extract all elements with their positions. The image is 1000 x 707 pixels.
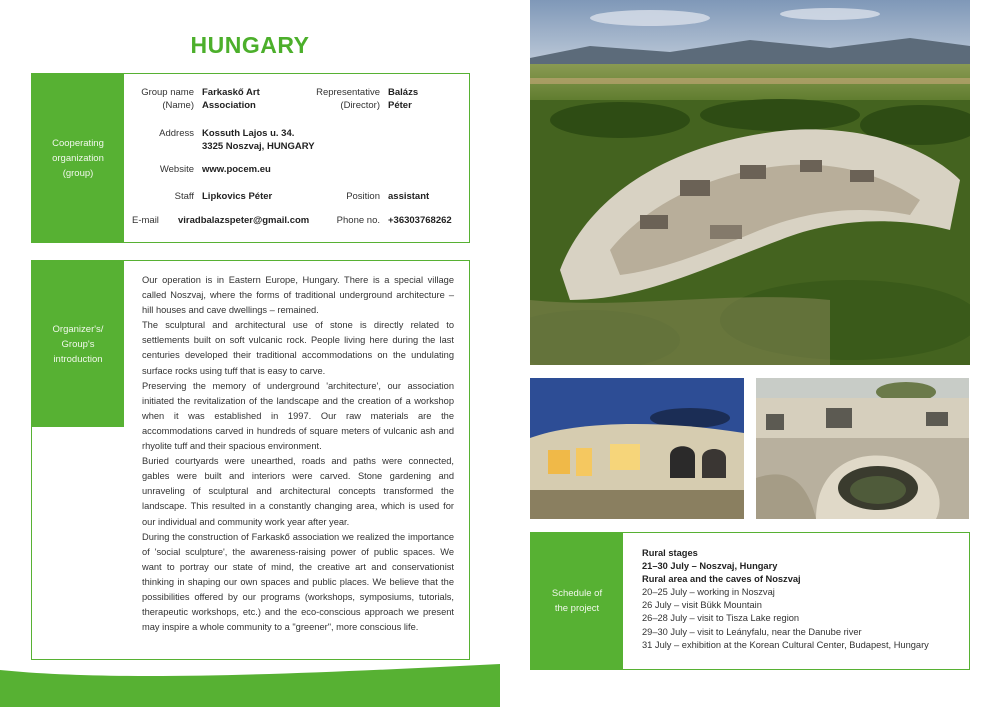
introduction-box bbox=[31, 260, 470, 660]
schedule-lines bbox=[642, 547, 962, 652]
carved-courtyard-photo bbox=[756, 378, 969, 519]
representative-value: Balázs Péter bbox=[388, 87, 419, 111]
introduction-section-label-text: Organizer's/ Group's introduction bbox=[52, 323, 104, 365]
group-name-label: Group name (Name) bbox=[141, 87, 194, 111]
staff-value: Lipkovics Péter bbox=[202, 191, 273, 202]
schedule-section-label-text: Schedule of the project bbox=[551, 588, 603, 614]
intro-paragraph: Our operation is in Eastern Europe, Hungary. There is a special village called Noszvaj, where the forms of traditional underground architecture – hill houses and cave dwellings – remained. bbox=[142, 275, 454, 316]
schedule-item: 29–30 July – visit to Leányfalu, near the Danube river bbox=[642, 626, 862, 637]
website-label: Website bbox=[159, 164, 194, 175]
email-label: E-mail bbox=[132, 215, 159, 226]
aerial-cave-village-photo bbox=[530, 0, 970, 365]
schedule-item: 26 July – visit Bükk Mountain bbox=[642, 600, 762, 611]
cave-house-night-photo bbox=[530, 378, 744, 519]
group-name-value: Farkaskő Art Association bbox=[202, 87, 260, 111]
schedule-heading: Rural stages bbox=[642, 548, 698, 558]
organization-info-box bbox=[31, 73, 470, 243]
schedule-item: 20–25 July – working in Noszvaj bbox=[642, 587, 775, 598]
position-value: assistant bbox=[388, 191, 430, 202]
schedule-area-heading: Rural area and the caves of Noszvaj bbox=[642, 574, 801, 585]
phone-value: +36303768262 bbox=[388, 215, 452, 226]
schedule-item: 31 July – exhibition at the Korean Cultural Center, Budapest, Hungary bbox=[642, 639, 929, 650]
intro-paragraph: Preserving the memory of underground 'architecture', our association initiated the revitalization of the landscape and the creation of a workshop when it was established in 1997. Our raw materials are the accommodations carved in hundreds of square meters of vulcanic ash and rhyolite tuff and their spacious environment. bbox=[142, 380, 454, 452]
website-link[interactable]: www.pocem.eu bbox=[202, 164, 271, 175]
introduction-text bbox=[142, 273, 454, 635]
schedule-box bbox=[530, 532, 970, 670]
address-line1: Kossuth Lajos u. 34. bbox=[202, 128, 295, 139]
staff-label: Staff bbox=[174, 191, 194, 202]
phone-label: Phone no. bbox=[336, 215, 380, 226]
intro-paragraph: Buried courtyards were unearthed, roads and paths were connected, gables were built and interiors were carved. Stone gardening and unraveling of sculptural and architectural concepts transformed the landscape. This resulted in a constantly changing area, which is used for our individual and community work year after year. bbox=[142, 456, 454, 527]
address-line2: 3325 Noszvaj, HUNGARY bbox=[202, 141, 315, 152]
green-wave-decoration bbox=[0, 662, 500, 707]
representative-label: Representative (Director) bbox=[316, 87, 380, 111]
schedule-section-label bbox=[531, 533, 623, 669]
address-label: Address bbox=[159, 128, 194, 139]
page-title: HUNGARY bbox=[190, 32, 310, 58]
right-page bbox=[500, 0, 1000, 707]
organization-section-label-text: Cooperating organization (group) bbox=[52, 137, 104, 179]
intro-paragraph: During the construction of Farkaskő association we realized the importance of 'social sculpture', the awareness-raising power of public spaces. We want to portray our state of mind, the creative art and conservationist thinking in shaping our own spaces and public places. We believe that the possibilities offered by our programs (workshops, symposiums, tutorials, therapeutic workshops, etc.) and the eco-conscious approach we present may inspire a whole community to a "greener", more conscious life. bbox=[142, 531, 454, 633]
schedule-item: 26–28 July – visit to Tisza Lake region bbox=[642, 613, 800, 624]
organization-section-label bbox=[32, 74, 124, 242]
intro-paragraph: The sculptural and architectural use of stone is directly related to settlements built on soft vulcanic rock. People living here during the last centuries developed their traditional accommodations on the undulating surface rocks using tuff that is easy to carve. bbox=[142, 320, 454, 376]
email-link[interactable]: viradbalazspeter@gmail.com bbox=[178, 215, 310, 226]
position-label: Position bbox=[346, 191, 380, 202]
introduction-section-label bbox=[32, 261, 124, 427]
schedule-dates-heading: 21–30 July – Noszvaj, Hungary bbox=[642, 561, 778, 572]
